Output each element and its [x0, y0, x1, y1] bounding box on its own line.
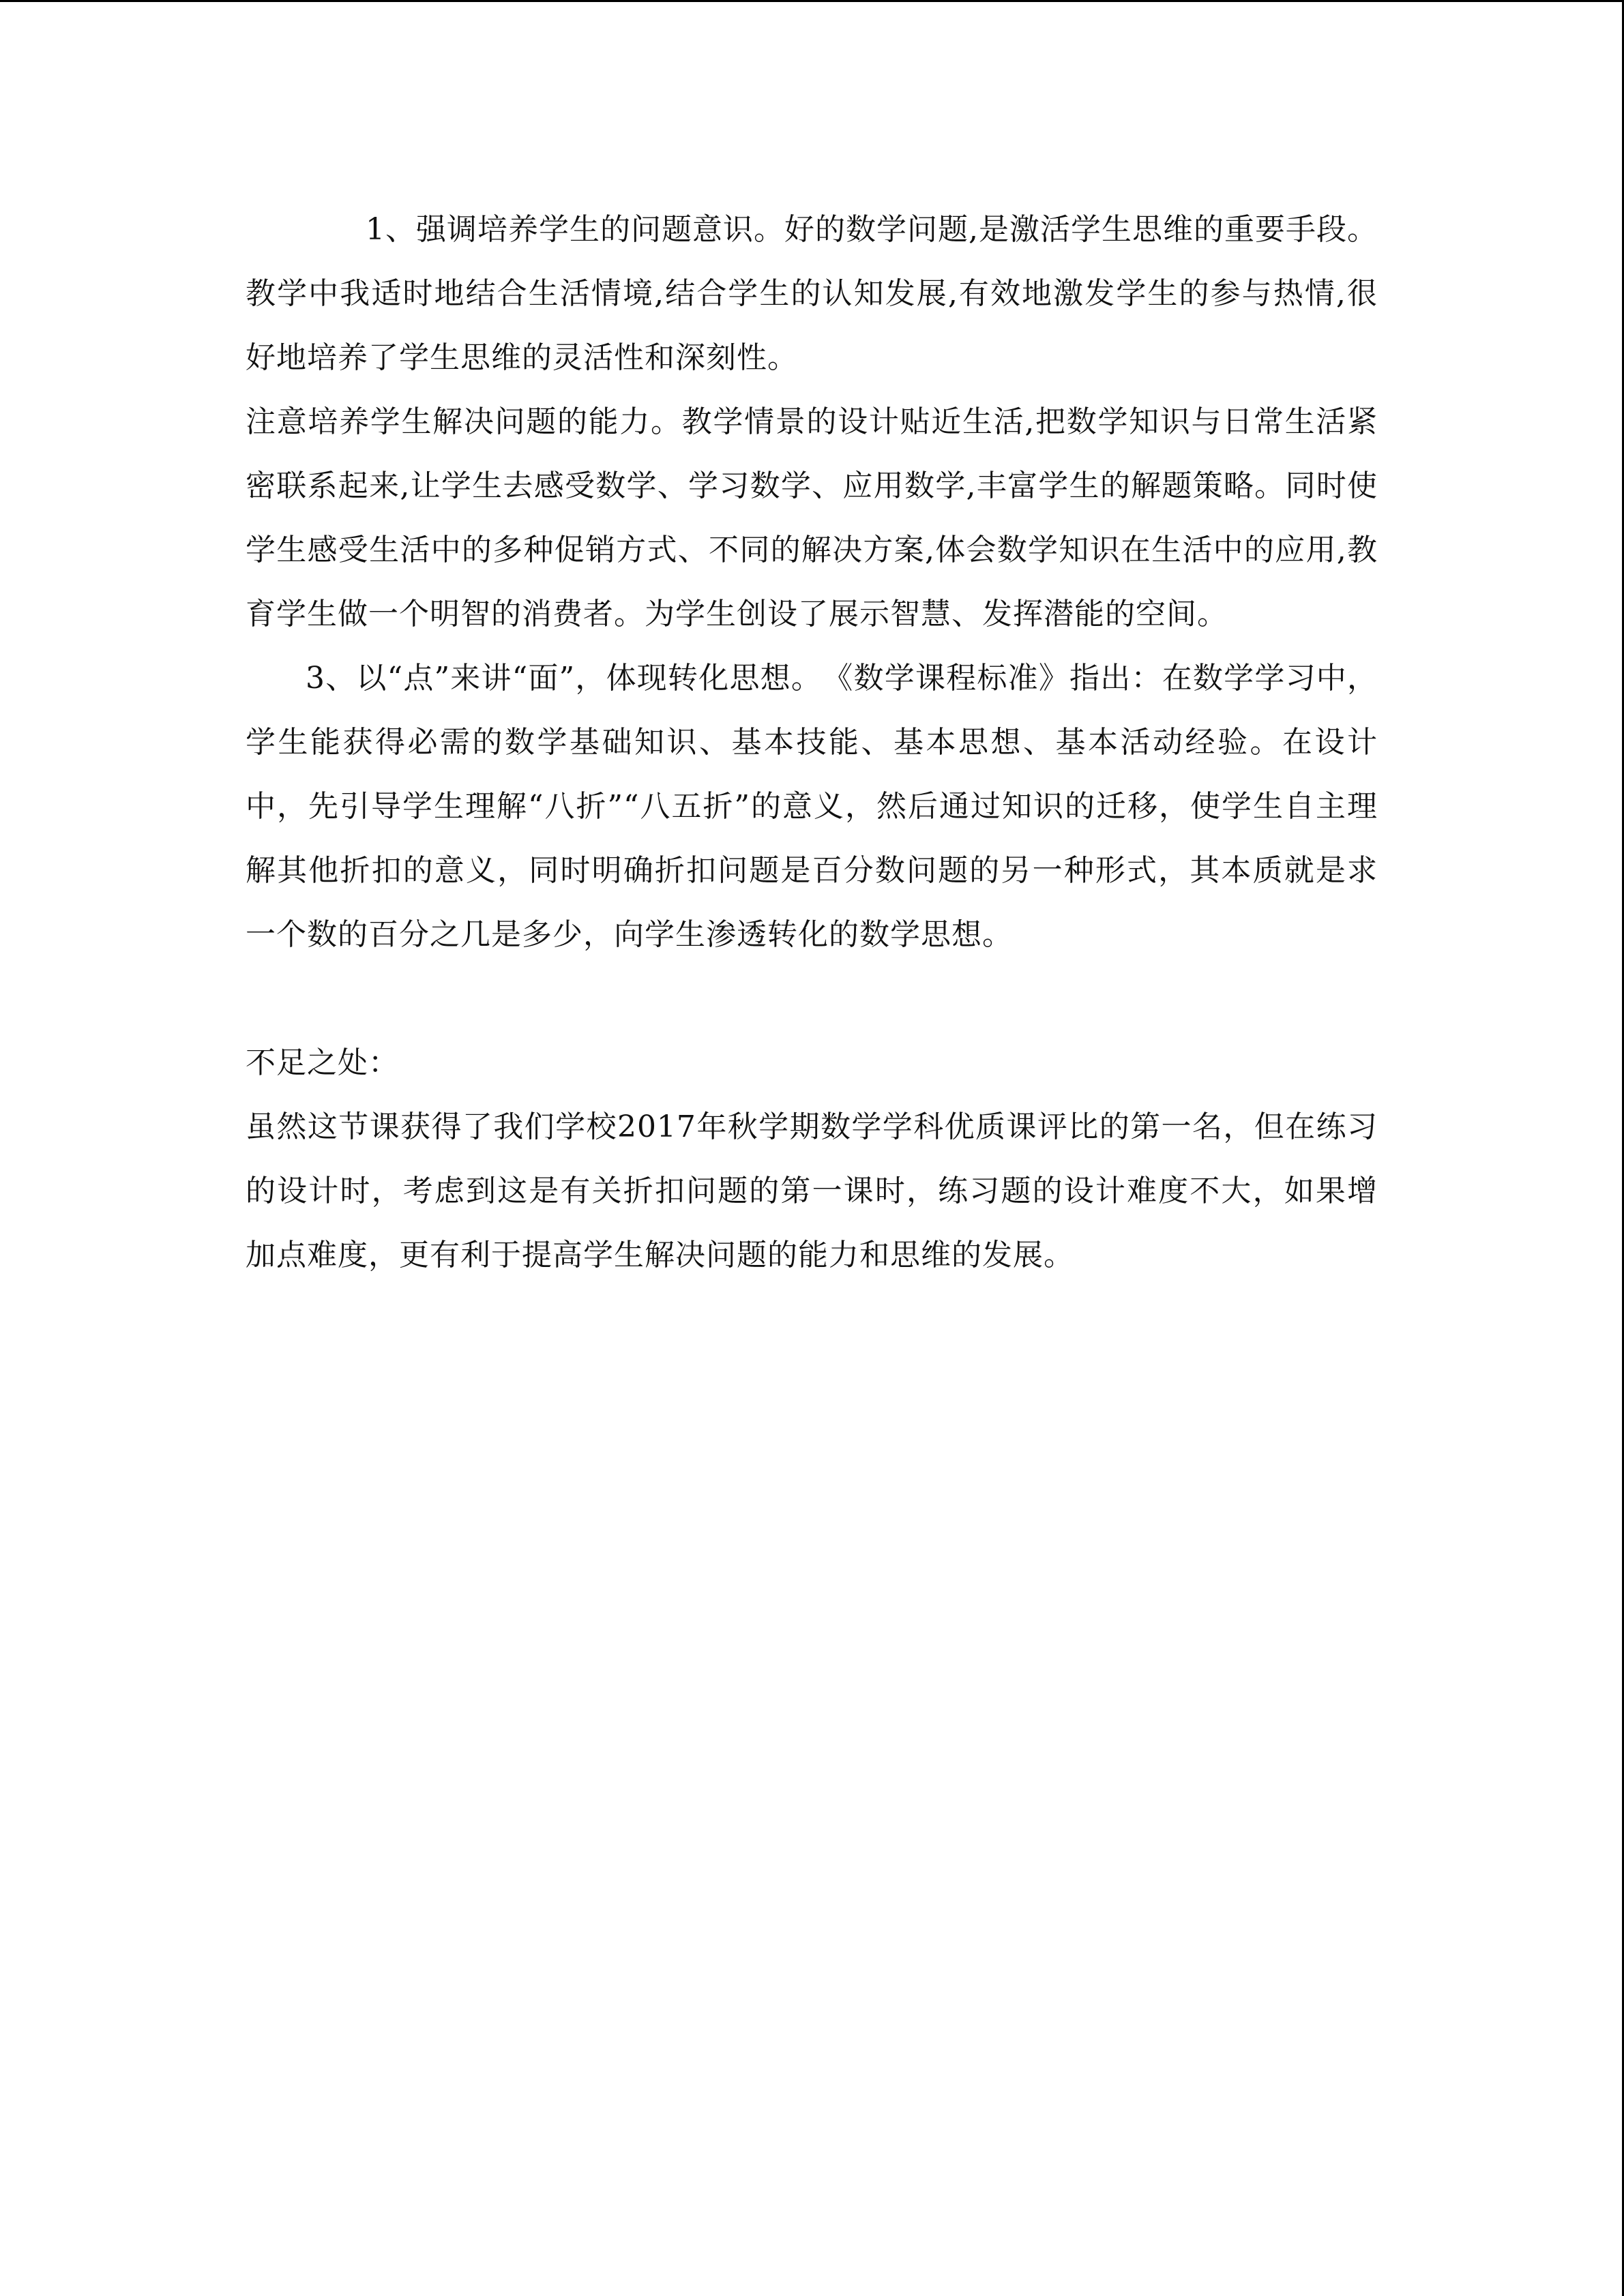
paragraph-spacer: [246, 967, 1378, 1031]
paragraph-shortcomings: 虽然这节课获得了我们学校2017年秋学期数学学科优质课评比的第一名，但在练习的设计时，考虑到这是有关折扣问题的第一课时，练习题的设计难度不大，如果增加点难度，更有利于提高学生解决问题的能力和思维的发展。: [246, 1109, 1378, 1272]
paragraph-transformation-thinking: 3、以“点”来讲“面”，体现转化思想。 《数学课程标准》指出：在数学学习中，学生能获得必需的数学基础知识、基本技能、基本思想、基本活动经验。在设计中，先引导学生理解“八折”“八五折”的意义，然后通过知识的迁移，使学生自主理解其他折扣的意义，同时明确折扣问题是百分数问题的另一种形式，其本质就是求一个数的百分之几是多少，向学生渗透转化的数学思想。: [246, 661, 1378, 952]
paragraph-problem-awareness: 1、强调培养学生的问题意识。好的数学问题,是激活学生思维的重要手段。教学中我适时地结合生活情境,结合学生的认知发展,有效地激发学生的参与热情,很好地培养了学生思维的灵活性和深刻性。: [246, 212, 1378, 375]
document-body: [246, 198, 1378, 1287]
section-heading-shortcomings: 不足之处：: [246, 1045, 399, 1080]
page-top-border: [0, 0, 1624, 2]
paragraph-problem-solving: 注意培养学生解决问题的能力。教学情景的设计贴近生活,把数学知识与日常生活紧密联系起来,让学生去感受数学、学习数学、应用数学,丰富学生的解题策略。同时使学生感受生活中的多种促销方式、不同的解决方案,体会数学知识在生活中的应用,教育学生做一个明智的消费者。为学生创设了展示智慧、发挥潜能的空间。: [246, 404, 1378, 631]
